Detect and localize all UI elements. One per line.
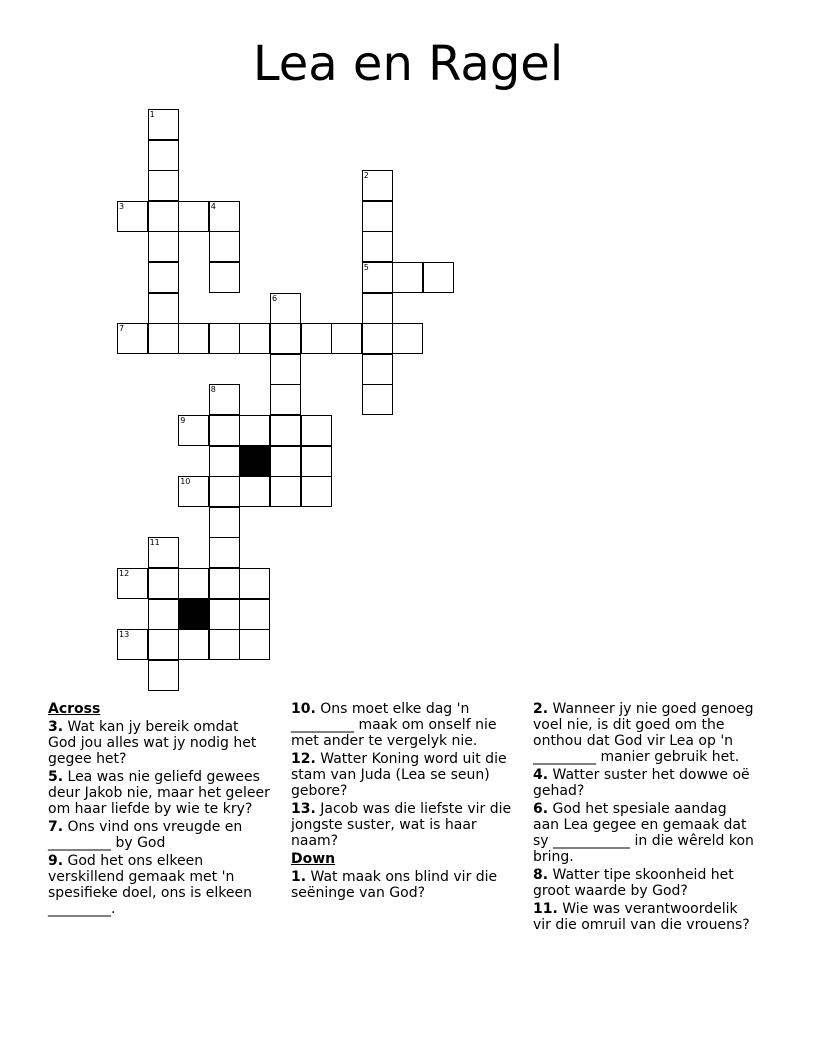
grid-cell[interactable] xyxy=(301,323,332,354)
grid-cell[interactable] xyxy=(117,323,148,354)
clue-number: 2 xyxy=(363,171,369,181)
grid-cell[interactable] xyxy=(148,568,179,599)
grid-cell[interactable] xyxy=(270,384,301,415)
grid-cell[interactable] xyxy=(392,323,423,354)
grid-cell[interactable] xyxy=(209,262,240,293)
grid-cell[interactable] xyxy=(148,293,179,324)
clue-number-label: 10. xyxy=(291,701,316,717)
clue-text: Watter Koning word uit die stam van Juda (Lea se seun) gebore? xyxy=(291,751,507,799)
grid-cell[interactable] xyxy=(178,568,209,599)
grid-cell[interactable] xyxy=(117,568,148,599)
clue-number-label: 3. xyxy=(48,719,64,735)
grid-cell[interactable] xyxy=(117,629,148,660)
grid-cell[interactable] xyxy=(148,109,179,140)
grid-cell[interactable] xyxy=(148,170,179,201)
clue-number-label: 12. xyxy=(291,751,316,767)
grid-cell[interactable] xyxy=(239,568,270,599)
clue-number-label: 8. xyxy=(533,867,549,883)
grid-cell[interactable] xyxy=(362,170,393,201)
grid-cell[interactable] xyxy=(148,599,179,630)
clue-text: Jacob was die liefste vir die jongste suster, wat is haar naam? xyxy=(291,801,512,849)
grid-cell[interactable] xyxy=(423,262,454,293)
grid-cell[interactable] xyxy=(209,415,240,446)
grid-cell[interactable] xyxy=(178,629,209,660)
clue-text: Wanneer jy nie goed genoeg voel nie, is dit goed om the onthou dat God vir Lea op 'n _________ manier gebruik het. xyxy=(533,701,754,765)
grid-cell[interactable] xyxy=(239,323,270,354)
clues-column-3 xyxy=(533,701,755,935)
clue-text: Ons vind ons vreugde en _________ by God xyxy=(48,819,243,851)
grid-cell[interactable] xyxy=(148,660,179,691)
grid-cell[interactable] xyxy=(209,507,240,538)
grid-cell[interactable] xyxy=(362,293,393,324)
grid-cell[interactable] xyxy=(362,262,393,293)
black-cell xyxy=(178,599,209,630)
grid-cell[interactable] xyxy=(362,231,393,262)
clue-number-label: 9. xyxy=(48,853,64,869)
grid-cell[interactable] xyxy=(148,629,179,660)
grid-cell[interactable] xyxy=(209,629,240,660)
grid-cell[interactable] xyxy=(209,323,240,354)
clue-item xyxy=(533,901,755,933)
grid-cell[interactable] xyxy=(239,599,270,630)
grid-cell[interactable] xyxy=(209,568,240,599)
grid-cell[interactable] xyxy=(178,476,209,507)
grid-cell[interactable] xyxy=(331,323,362,354)
grid-cell[interactable] xyxy=(270,415,301,446)
clue-number: 8 xyxy=(210,385,216,395)
clue-item xyxy=(48,769,270,817)
clue-number: 3 xyxy=(119,201,125,211)
grid-cell[interactable] xyxy=(239,629,270,660)
clue-heading: Down xyxy=(291,851,336,867)
page-title: Lea en Ragel xyxy=(252,36,564,92)
grid-cell[interactable] xyxy=(209,599,240,630)
clue-number: 5 xyxy=(363,263,369,272)
clue-text: God het spesiale aandag aan Lea gegee en gemaak dat sy ___________ in die wêreld kon bring. xyxy=(533,801,754,865)
clue-number: 4 xyxy=(210,201,216,211)
clue-item xyxy=(533,767,755,799)
grid-cell[interactable] xyxy=(148,262,179,293)
grid-cell[interactable] xyxy=(239,415,270,446)
clue-item xyxy=(48,853,270,917)
grid-cell[interactable] xyxy=(362,201,393,232)
grid-cell[interactable] xyxy=(301,446,332,477)
grid-cell[interactable] xyxy=(301,476,332,507)
clue-number-label: 4. xyxy=(533,767,549,783)
grid-cell[interactable] xyxy=(209,384,240,415)
grid-cell[interactable] xyxy=(362,354,393,385)
clue-item xyxy=(533,701,755,765)
clue-text: Lea was nie geliefd gewees deur Jakob nie, maar het geleer om haar liefde by wie te kry? xyxy=(48,769,270,817)
clue-text: Ons moet elke dag 'n _________ maak om onself nie met ander te vergelyk nie. xyxy=(291,701,497,749)
clue-number: 13 xyxy=(119,630,130,640)
clue-number-label: 11. xyxy=(533,901,558,917)
clue-heading: Across xyxy=(48,701,101,717)
grid-cell[interactable] xyxy=(148,323,179,354)
grid-cell[interactable] xyxy=(362,323,393,354)
clue-item xyxy=(48,819,270,851)
grid-cell[interactable] xyxy=(209,537,240,568)
grid-cell[interactable] xyxy=(209,446,240,477)
clue-text: God het ons elkeen verskillend gemaak met 'n spesifieke doel, ons is elkeen _________. xyxy=(48,853,252,917)
clue-number: 6 xyxy=(272,293,278,303)
clue-item xyxy=(48,719,270,767)
grid-cell[interactable] xyxy=(148,537,179,568)
grid-cell[interactable] xyxy=(270,476,301,507)
grid-cell[interactable] xyxy=(301,415,332,446)
grid-cell[interactable] xyxy=(178,323,209,354)
grid-cell[interactable] xyxy=(117,201,148,232)
grid-cell[interactable] xyxy=(178,201,209,232)
grid-cell[interactable] xyxy=(270,446,301,477)
grid-cell[interactable] xyxy=(209,201,240,232)
grid-cell[interactable] xyxy=(148,231,179,262)
clue-text: Wat maak ons blind vir die seëninge van God? xyxy=(291,869,498,901)
clue-number-label: 6. xyxy=(533,801,549,817)
grid-cell[interactable] xyxy=(148,201,179,232)
clue-number-label: 13. xyxy=(291,801,316,817)
clue-number-label: 2. xyxy=(533,701,549,717)
clue-item xyxy=(291,869,513,901)
grid-cell[interactable] xyxy=(392,262,423,293)
grid-cell[interactable] xyxy=(178,415,209,446)
clue-text: Wat kan jy bereik omdat God jou alles wat jy nodig het gegee het? xyxy=(48,719,257,767)
clues-column-1 xyxy=(48,701,270,919)
clue-number: 12 xyxy=(119,569,130,578)
clue-item xyxy=(533,867,755,899)
grid-cell[interactable] xyxy=(239,476,270,507)
clue-number-label: 1. xyxy=(291,869,307,885)
clue-item xyxy=(291,801,513,849)
clue-number: 9 xyxy=(180,416,186,425)
grid-cell[interactable] xyxy=(270,354,301,385)
grid-cell[interactable] xyxy=(362,384,393,415)
grid-cell[interactable] xyxy=(148,140,179,171)
grid-cell[interactable] xyxy=(270,323,301,354)
clues-column-2 xyxy=(291,701,513,903)
clue-item xyxy=(533,801,755,865)
clue-number: 10 xyxy=(180,477,191,487)
clue-number: 11 xyxy=(149,538,160,548)
clue-text: Wie was verantwoordelik vir die omruil van die vrouens? xyxy=(533,901,750,933)
grid-cell[interactable] xyxy=(209,231,240,262)
clue-item xyxy=(291,701,513,749)
clue-number-label: 5. xyxy=(48,769,64,785)
black-cell xyxy=(239,446,270,477)
clue-text: Watter tipe skoonheid het groot waarde by God? xyxy=(533,867,734,899)
clue-text: Watter suster het dowwe oë gehad? xyxy=(533,767,750,799)
grid-cell[interactable] xyxy=(270,293,301,324)
clue-number-label: 7. xyxy=(48,819,64,835)
clue-item xyxy=(291,751,513,799)
clue-number: 1 xyxy=(149,110,155,119)
grid-cell[interactable] xyxy=(209,476,240,507)
clue-number: 7 xyxy=(119,324,125,334)
